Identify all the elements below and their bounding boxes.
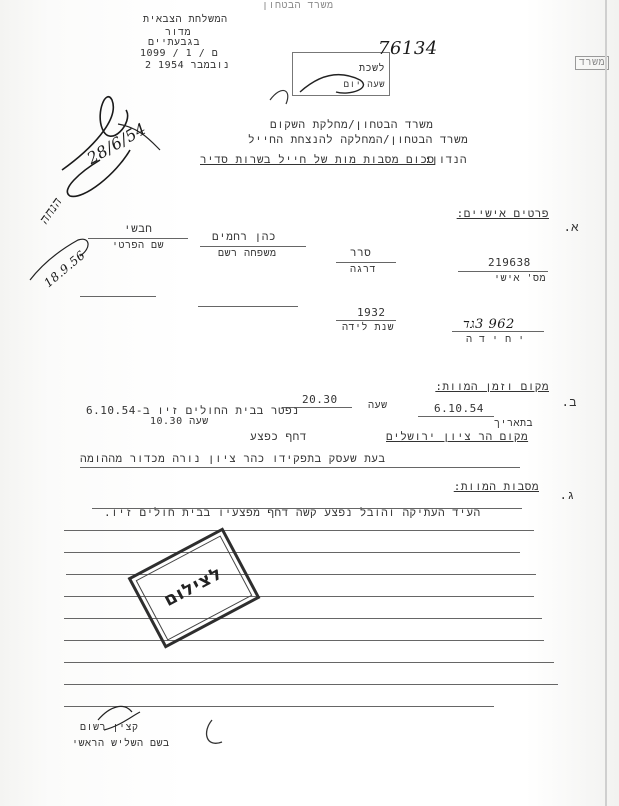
rank-label: דרגה xyxy=(350,264,377,275)
section-b-line-2-place: מקום הר ציון ירושלים xyxy=(386,430,529,443)
top-stamp-text: משרד הבטחון xyxy=(262,0,334,11)
recipient-line-2: משרד הבטחון/המחלקה להנצחת החייל xyxy=(248,133,469,146)
death-date-value: 6.10.54 xyxy=(434,402,484,415)
office-line-3: בגבעתיים xyxy=(148,37,201,48)
first-name-label: שם הפרטי xyxy=(112,240,165,251)
section-c-number: ג. xyxy=(559,488,575,502)
office-line-2: מדור xyxy=(165,27,192,38)
document-date: 2 נובמבר 1954 xyxy=(145,60,230,71)
section-c-text: העיד העתיקה והובל נפצע קשה דחף מפצעיו בבית חולים זיו. xyxy=(104,506,481,519)
file-number: 76134 xyxy=(378,38,438,59)
section-b-line-3: בעת שעסק בתפקידו כהר ציון נורה מכדור מההומה xyxy=(80,452,386,465)
section-b-line-1: נפטר בבית החולים זיו ב-6.10.54 xyxy=(86,404,300,417)
subject-text: סכום מסבות מות של חייל בשרות סדיר xyxy=(200,153,435,166)
received-stamp-time: שעה יום xyxy=(343,80,385,90)
corner-label: משרד xyxy=(575,56,609,70)
margin-note: הנחה xyxy=(36,194,66,228)
margin-date: 18.9.56 xyxy=(41,247,89,291)
section-a-title: פרטים אישיים: xyxy=(456,207,549,220)
unit-label: י ח י ד ה xyxy=(466,334,525,345)
signature-title: קצין רשום xyxy=(80,722,139,733)
first-name-value: חבשי xyxy=(124,222,153,235)
last-name-value: כהן רחמים xyxy=(212,230,276,243)
death-time-value: 20.30 xyxy=(302,393,338,406)
section-b-line-2-note: דחף כפצע xyxy=(250,430,307,443)
received-stamp-label: לשכת xyxy=(358,63,385,74)
subject-label: הנדון: xyxy=(424,153,467,166)
section-b-number: ב. xyxy=(561,395,577,409)
birth-year-label: שנת לידה xyxy=(342,322,395,333)
section-c-title: מסבות המוות: xyxy=(453,480,539,493)
birth-year-value: 1932 xyxy=(357,306,386,319)
reference-number: 1099 / ם / 1 xyxy=(140,48,219,59)
photo-stamp-text: לצילום xyxy=(160,562,227,611)
top-margin-date: 28/6/54 xyxy=(83,118,150,169)
id-number-value: 219638 xyxy=(488,256,531,269)
section-b-title: מקום וזמן המוות: xyxy=(435,380,549,393)
office-line-1: המשלחת הצבאית xyxy=(143,14,228,25)
section-b-line-2-time: שעה 10.30 xyxy=(150,416,209,427)
id-number-label: מס' אישי xyxy=(494,273,547,284)
section-b-date-label: בתאריך xyxy=(494,418,534,429)
death-time-label: שעה xyxy=(368,400,388,411)
recipient-line-1: משרד הבטחון/מחלקת השקום xyxy=(270,118,434,131)
unit-value: 962 3גד xyxy=(463,317,515,332)
signature-subtitle: בשם השליש הראשי xyxy=(72,738,170,749)
last-name-label: משפחה רשם xyxy=(218,248,277,259)
section-a-number: א. xyxy=(563,220,579,234)
rank-value: סרר xyxy=(350,246,372,259)
